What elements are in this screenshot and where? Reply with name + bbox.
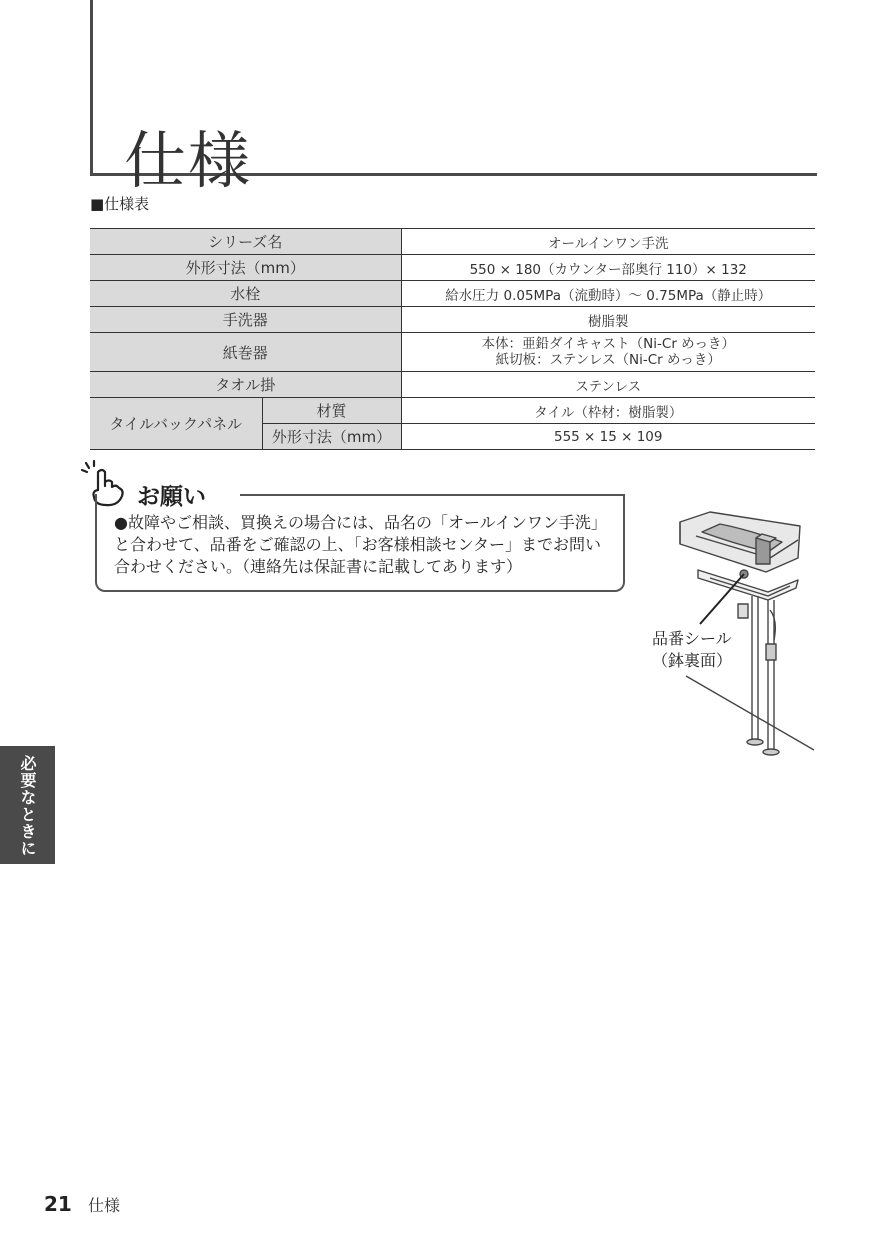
table-key: タオル掛 [90,372,401,398]
table-row [90,307,815,333]
callout-label-line: （鉢裏面） [652,651,733,670]
table-value: ステンレス [401,372,815,398]
table-key: 水栓 [90,281,401,307]
table-key: 手洗器 [90,307,401,333]
table-row [90,281,815,307]
table-row [90,255,815,281]
table-subkey: 外形寸法（mm） [262,424,401,450]
table-key: タイルバックパネル [90,398,262,450]
table-row [90,333,815,372]
table-value: 給水圧力 0.05MPa（流動時）～ 0.75MPa（静止時） [401,281,815,307]
spec-table [90,228,815,450]
table-value: 555 × 15 × 109 [401,424,815,450]
page-number: 21 [44,1192,72,1216]
callout-label [652,628,732,672]
callout-label-line: 品番シール [652,629,732,648]
table-row [90,372,815,398]
table-value: タイル（枠材：樹脂製） [401,398,815,424]
table-key: 紙巻器 [90,333,401,372]
table-value-line: 紙切板：ステンレス（Ni-Cr めっき） [495,352,721,368]
table-value: 樹脂製 [401,307,815,333]
table-value: 550 × 180（カウンター部奥行 110）× 132 [401,255,815,281]
table-row [90,229,815,255]
table-row [90,398,815,424]
page-title: 仕様 [124,123,253,197]
table-value: オールインワン手洗 [401,229,815,255]
notice-title: お願い [137,484,206,510]
table-value [401,333,815,372]
table-value-line: 本体：亜鉛ダイキャスト（Ni-Cr めっき） [481,336,736,352]
notice-text: ●故障やご相談、買換えの場合には、品名の「オールインワン手洗」と合わせて、品番をご確認の上、「お客様相談センター」までお問い合わせください。（連絡先は保証書に記載してあります） [114,513,607,576]
section-heading: ■仕様表 [90,195,150,213]
table-key: 外形寸法（mm） [90,255,401,281]
side-tab[interactable]: 必要なときに [0,746,55,864]
table-subkey: 材質 [262,398,401,424]
table-key: シリーズ名 [90,229,401,255]
footer-label: 仕様 [88,1196,121,1215]
